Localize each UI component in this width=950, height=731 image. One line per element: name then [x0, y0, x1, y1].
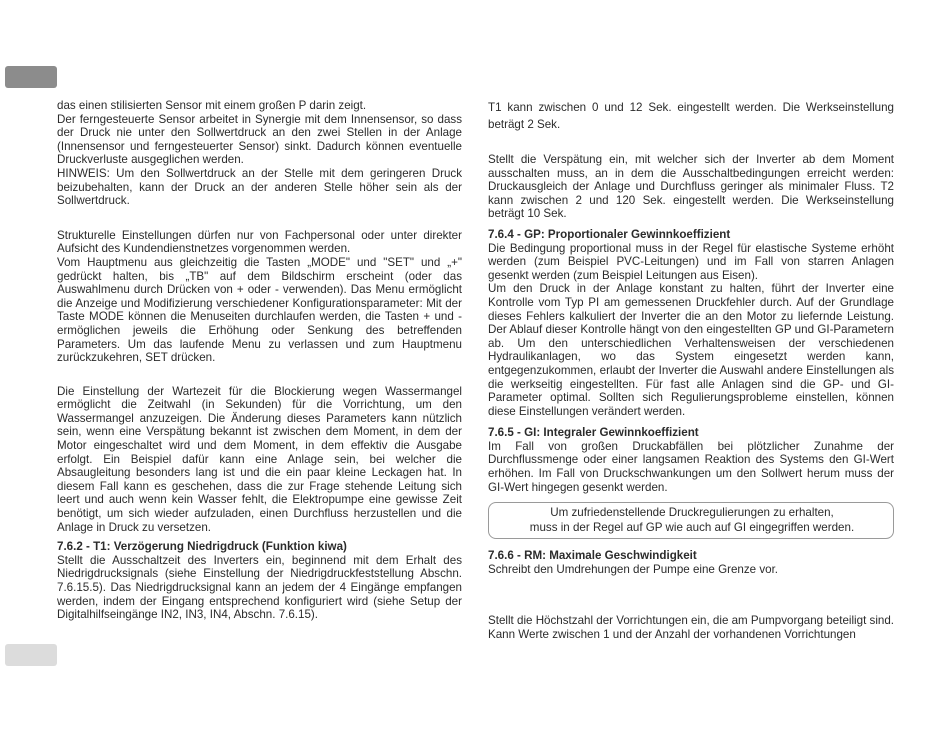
section-heading: 7.6.4 - GP: Proportionaler Gewinnkoeffizient: [488, 227, 731, 241]
note-line: muss in der Regel auf GP wie auch auf GI eingegriffen werden.: [529, 521, 855, 535]
paragraph: Der ferngesteuerte Sensor arbeitet in Synergie mit dem Innensensor, so dass der Druck nie unter den Sollwertdruck an den zwei Stellen in der Anlage (Innensensor und ferngesteuerter Sensor) sinkt. Dadurch können eventuelle Druckverluste ausgeglichen werden.: [57, 112, 462, 167]
info-note-box: [488, 502, 894, 539]
paragraph: Stellt die Verspätung ein, mit welcher sich der Inverter ab dem Moment ausschalten muss, an in dem die Ausschaltbedingungen erreicht werden: Druckausgleich der Anlage und Durchfluss geringer als minimaler Fluss. T2 kann zwischen 2 und 120 Sek. eingestellt werden. Die Werkseinstellung beträgt 10 Sek.: [488, 153, 894, 221]
note-line: Um zufriedenstellende Druckregulierungen zu erhalten,: [550, 506, 834, 520]
paragraph: Vom Hauptmenu aus gleichzeitig die Tasten „MODE" und "SET" und „+" gedrückt halten, bis „TB" auf dem Bildschirm erscheint (oder das Auswahlmenu durch Drücken von + oder - verwenden). Das Menu ermöglicht die Anzeige und Modifizierung verschiedener Konfigurationsparameter: Mit der Taste MODE können die Menuseiten durchlaufen werden, die Tasten + und - ermöglichen jeweils die Erhöhung oder Senkung des betreffenden Parameters. Um das laufende Menu zu verlassen und zum Hauptmenu zurückzukehren, SET drücken.: [57, 255, 462, 365]
paragraph: das einen stilisierten Sensor mit einem großen P darin zeigt.: [57, 99, 367, 112]
page-tab-marker: [5, 66, 57, 88]
left-column: [57, 99, 462, 622]
paragraph: Kann Werte zwischen 1 und der Anzahl der vorhandenen Vorrichtungen: [488, 628, 856, 642]
right-column: [488, 99, 894, 642]
section-heading: 7.6.6 - RM: Maximale Geschwindigkeit: [488, 549, 697, 563]
note-paragraph: HINWEIS: Um den Sollwertdruck an der Stelle mit dem geringeren Druck beizubehalten, kann der Druck an der anderen Stelle höher sein als der Sollwertdruck.: [57, 166, 462, 208]
paragraph: Strukturelle Einstellungen dürfen nur von Fachpersonal oder unter direkter Aufsicht des Kundendienstnetzes vorgenommen werden.: [57, 228, 462, 256]
paragraph: Stellt die Höchstzahl der Vorrichtungen ein, die am Pumpvorgang beteiligt sind.: [488, 614, 895, 628]
paragraph: Schreibt den Umdrehungen der Pumpe eine Grenze vor.: [488, 562, 779, 576]
paragraph: Im Fall von großen Druckabfällen bei plötzlicher Zunahme der Durchflussmenge oder einer langsamen Reaktion des Systems den GI-Wert erhöhen. Im Fall von Druckschwankungen um den Sollwert herum muss der GI-Wert hingegen gesenkt werden.: [488, 439, 894, 494]
paragraph: Um den Druck in der Anlage konstant zu halten, führt der Inverter eine Kontrolle vom Typ PI am gemessenen Druckfehler durch. Auf der Grundlage dieses Fehlers kalkuliert der Inverter die an den Motor zu liefernde Leistung. Der Ablauf dieser Kontrolle hängt von den eingestellten GP und GI-Parametern ab. Um den unterschiedlichen Verhaltensweisen der verschiedenen Hydraulikanlagen, wo das System eingesetzt werden kann, entgegenzukommen, erlaubt der Inverter die Auswahl andere Einstellungen als die werkseitig eingestellten. Für fast alle Anlagen sind die GP- und GI-Parameter optimal. Sollten sich Regulierungsprobleme einstellen, können diese Einstellungen verändert werden.: [488, 282, 894, 418]
paragraph: Die Einstellung der Wartezeit für die Blockierung wegen Wassermangel ermöglicht die Zeitwahl (in Sekunden) für die Vorrichtung, um den Wassermangel anzuzeigen. Die Änderung dieses Parameters kann nützlich sein, wenn eine Verspätung bekannt ist zwischen dem Moment, in dem der Motor eingeschaltet wird und dem Moment, in dem effektiv die Ausgabe erfolgt. Ein Beispiel dafür kann eine Anlage sein, bei welcher die Absaugleitung besonders lang ist und die ein paar kleine Leckagen hat. In diesem Fall kann es geschehen, dass die zur Frage stehende Leitung sich leert und auch wenn kein Wasser fehlt, die Elektropumpe eine gewisse Zeit benötigt, um sich wieder aufzuladen, einen Durchfluss herzustellen und die Anlage in Druck zu versetzen.: [57, 384, 462, 534]
paragraph: T1 kann zwischen 0 und 12 Sek. eingestellt werden. Die Werkseinstellung beträgt 2 Sek.: [488, 101, 894, 131]
page-number-tab: [5, 644, 57, 666]
section-heading: 7.6.5 - GI: Integraler Gewinnkoeffizient: [488, 426, 699, 440]
section-heading: 7.6.2 - T1: Verzögerung Niedrigdruck (Funktion kiwa): [57, 540, 347, 554]
paragraph: Die Bedingung proportional muss in der Regel für elastische Systeme erhöht werden (zum Beispiel PVC-Leitungen) und im Fall von starren Anlagen gesenkt werden (zum Beispiel Leitungen aus Eisen).: [488, 241, 894, 282]
paragraph: Stellt die Ausschaltzeit des Inverters ein, beginnend mit dem Erhalt des Niedrigdrucksignals (siehe Einstellung der Niedrigdruckfeststellung Abschn. 7.6.15.5). Das Niedrigdrucksignal kann an jedem der 4 Eingänge empfangen werden, indem der Eingang entsprechend konfiguriert wird (siehe Setup der Digitalhilfseingänge IN2, IN3, IN4, Abschn. 7.6.15).: [57, 553, 462, 622]
